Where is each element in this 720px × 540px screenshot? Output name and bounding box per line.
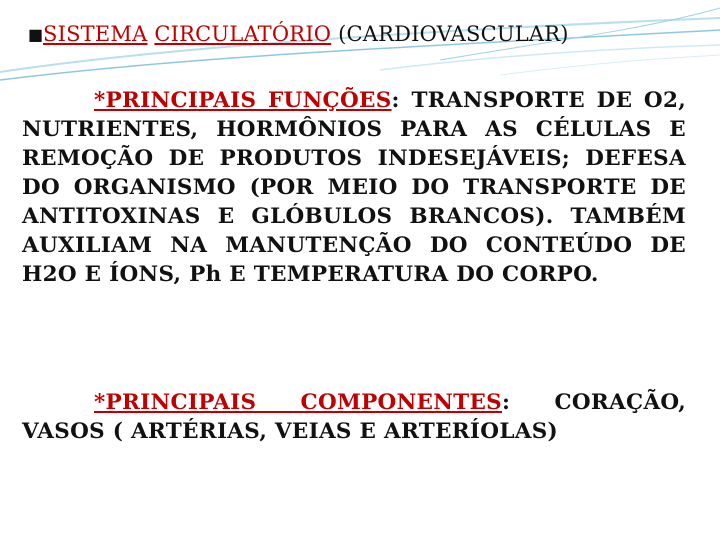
components-paragraph: [22, 388, 686, 446]
title-sistema: SISTEMA: [43, 22, 148, 46]
slide-title: [28, 22, 569, 46]
title-circulatorio: CIRCULATÓRIO: [154, 22, 332, 46]
title-cardiovascular: (CARDIOVASCULAR): [331, 22, 569, 46]
square-bullet-icon: ■: [28, 25, 44, 44]
components-colon: :: [501, 390, 511, 415]
functions-colon: :: [391, 88, 400, 113]
functions-paragraph: [22, 86, 686, 289]
functions-heading: *PRINCIPAIS FUNÇÕES: [94, 88, 392, 113]
functions-text: TRANSPORTE DE O2, NUTRIENTES, HORMÔNIOS PARA AS CÉLULAS E REMOÇÃO DE PRODUTOS INDESEJÁVEIS; DEFESA DO ORGANISMO (POR MEIO DO TRANSPORTE DE ANTITOXINAS E GLÓBULOS BRANCOS). TAMBÉM AUXILIAM NA MANUTENÇÃO DO CONTEÚDO DE H2O E ÍONS, Ph E TEMPERATURA DO CORPO.: [22, 88, 687, 287]
components-heading: *PRINCIPAIS COMPONENTES: [94, 390, 502, 415]
components-text: CORAÇÃO, VASOS ( ARTÉRIAS, VEIAS E ARTERÍOLAS): [22, 390, 686, 444]
